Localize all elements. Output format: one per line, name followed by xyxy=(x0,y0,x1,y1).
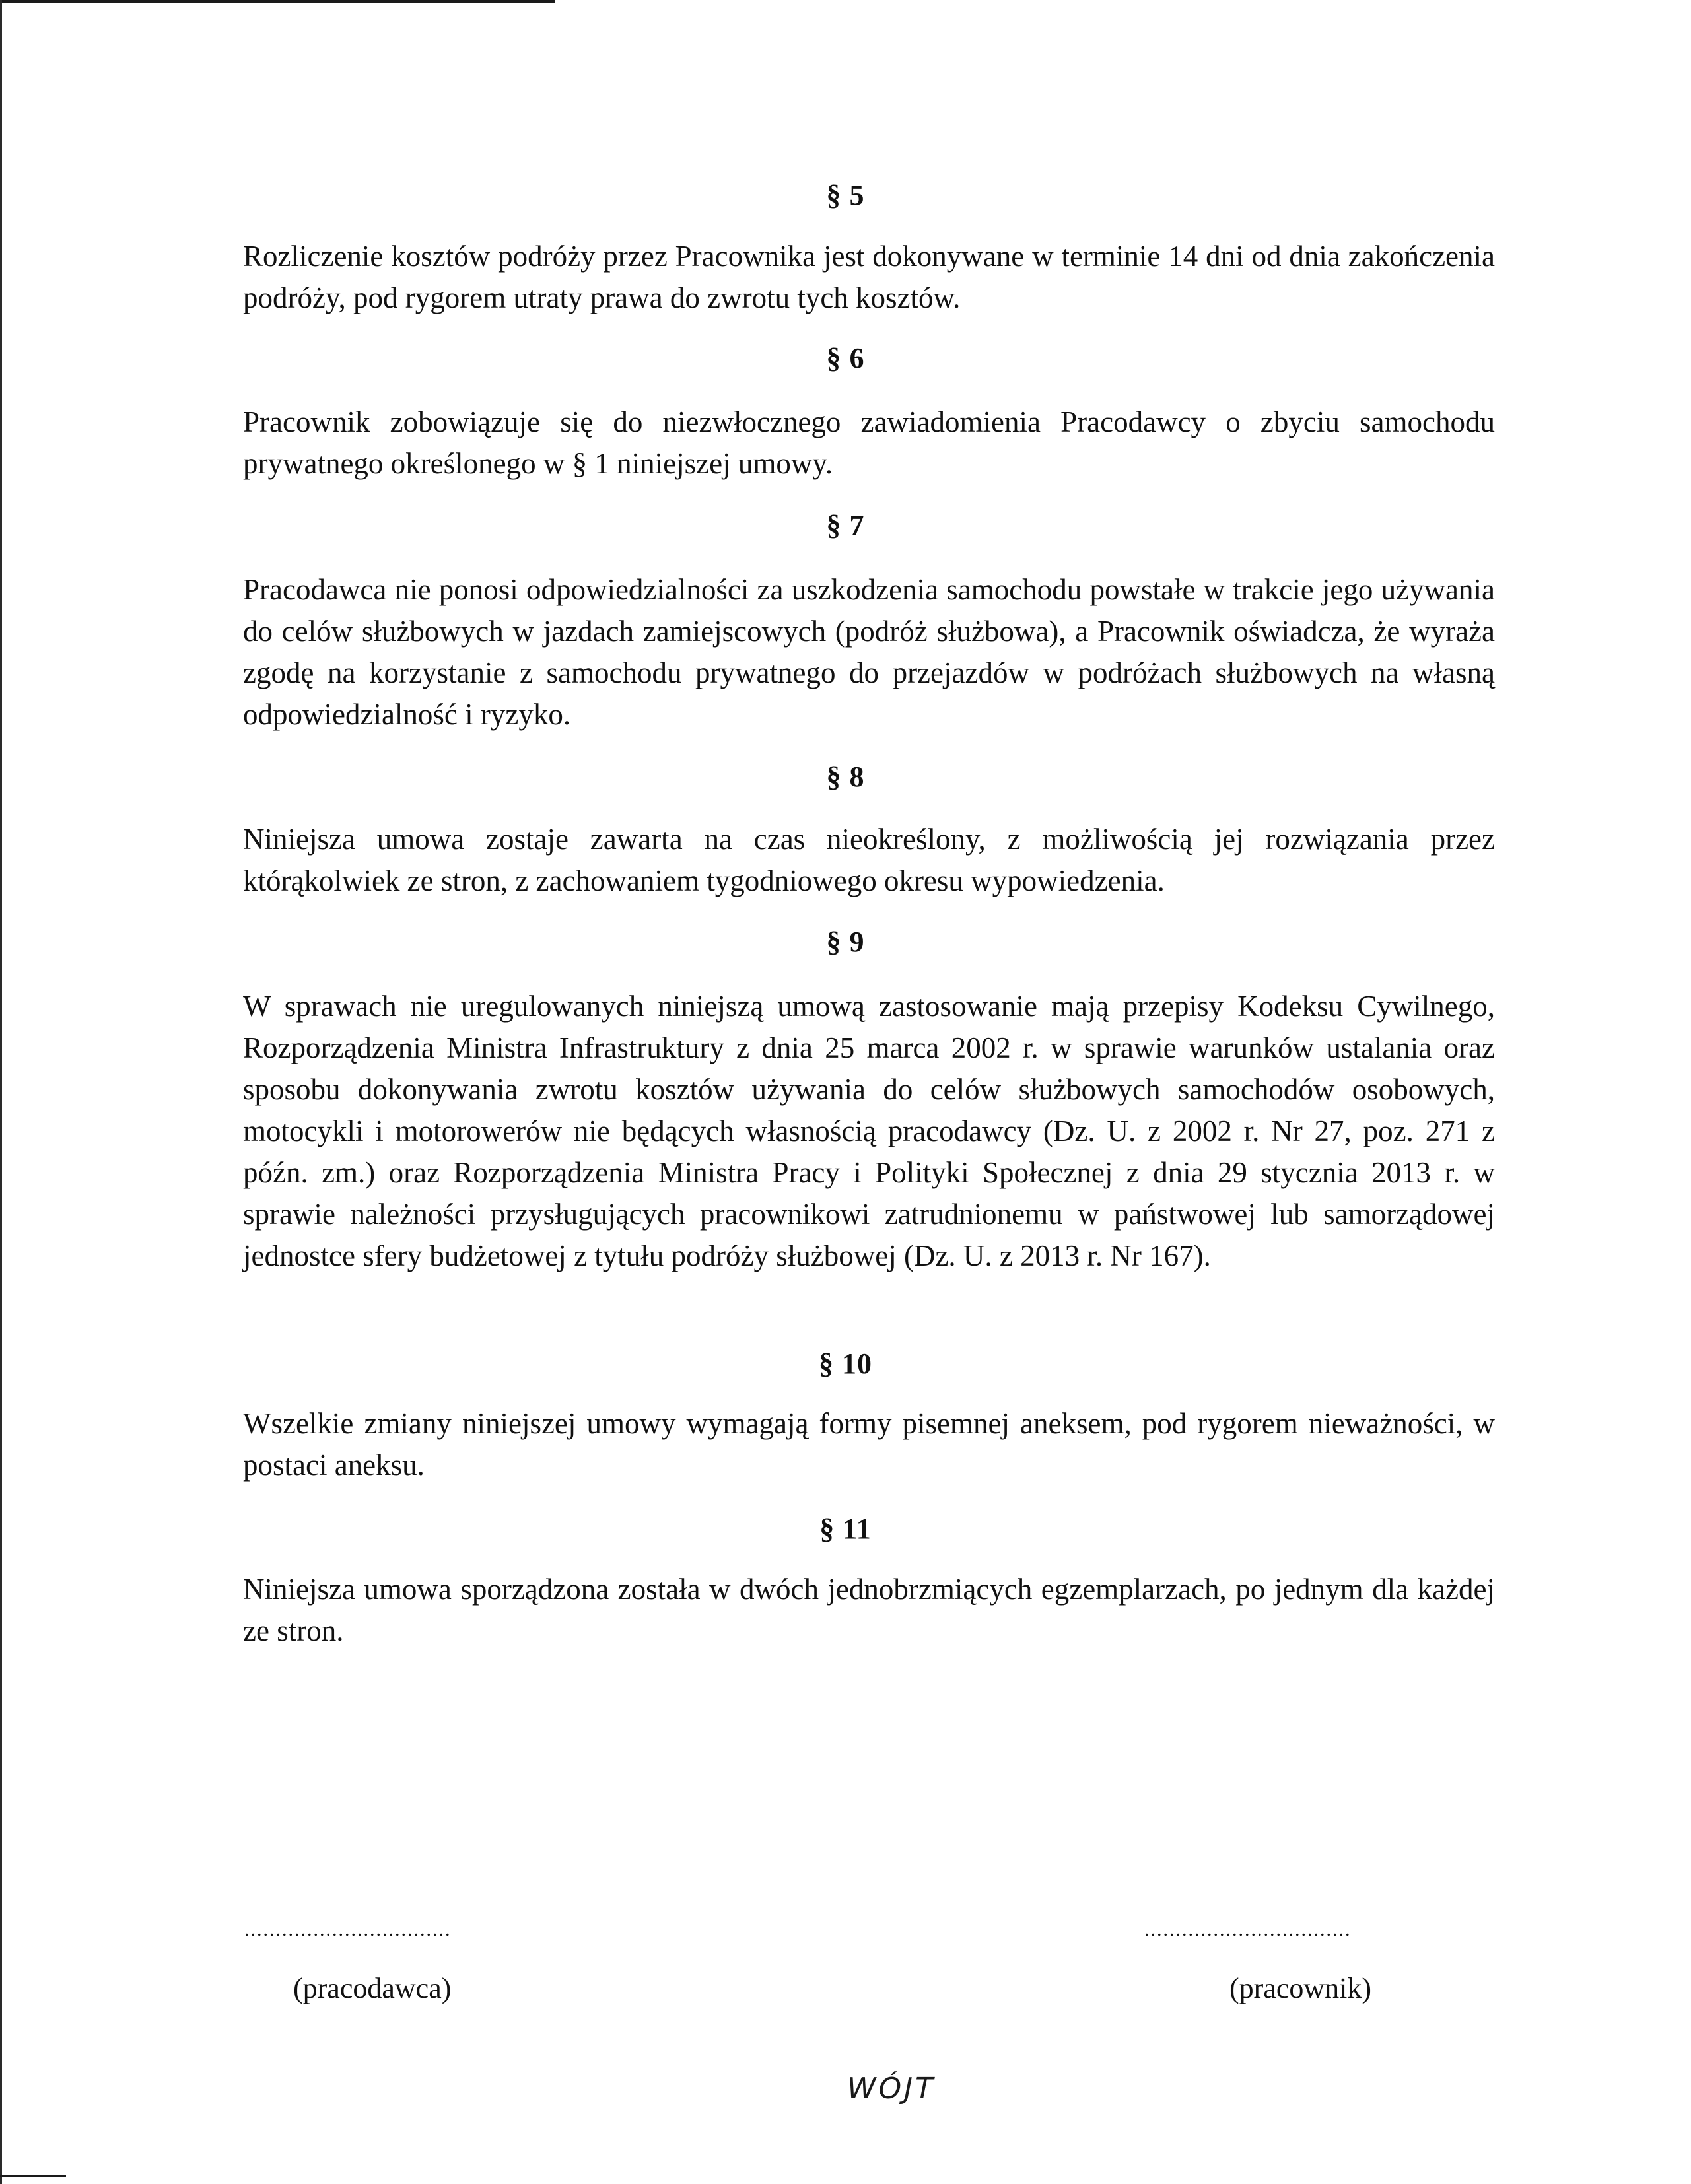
section-heading-5: § 5 xyxy=(826,179,865,211)
section-text-9: W sprawach nie uregulowanych niniejszą umową zastosowanie mają przepisy Kodeksu Cywilnego, Rozporządzenia Ministra Infrastruktury z dnia 25 marca 2002 r. w sprawie warunków ustalania oraz sposobu dokonywania zwrotu kosztów używania do celów służbowych samochodów osobowych, motocykli i motorowerów nie będących własnością pracodawcy (Dz. U. z 2002 r. Nr 27, poz. 271 z późn. zm.) oraz Rozporządzenia Ministra Pracy i Polityki Społecznej z dnia 29 stycznia 2013 r. w sprawie należności przysługujących pracownikowi zatrudnionemu w państwowej lub samorządowej jednostce sfery budżetowej z tytułu podróży służbowej (Dz. U. z 2013 r. Nr 167). xyxy=(243,990,1495,1272)
employee-signature-line: ................................. xyxy=(1144,1919,1352,1940)
section-text-10: Wszelkie zmiany niniejszej umowy wymagają formy pisemnej aneksem, pod rygorem nieważności, w postaci aneksu. xyxy=(243,1407,1495,1482)
scan-border-bottom xyxy=(0,2175,66,2177)
section-heading-6: § 6 xyxy=(826,342,865,374)
section-text-11: Niniejsza umowa sporządzona została w dwóch jednobrzmiących egzemplarzach, po jednym dla każdej ze stron. xyxy=(243,1573,1495,1647)
employer-signature-line: ................................. xyxy=(244,1919,452,1940)
section-heading-10: § 10 xyxy=(819,1348,872,1380)
section-heading-9: § 9 xyxy=(826,926,865,958)
scan-border-top xyxy=(0,0,555,3)
stamp-text: WÓJT xyxy=(847,2072,936,2105)
section-text-7: Pracodawca nie ponosi odpowiedzialności za uszkodzenia samochodu powstałe w trakcie jego używania do celów służbowych w jazdach zamiejscowych (podróż służbowa), a Pracownik oświadcza, że wyraża zgodę na korzystanie z samochodu prywatnego do przejazdów w podróżach służbowych na własną odpowiedzialność i ryzyko. xyxy=(243,573,1495,731)
section-text-5: Rozliczenie kosztów podróży przez Pracownika jest dokonywane w terminie 14 dni od dnia zakończenia podróży, pod rygorem utraty prawa do zwrotu tych kosztów. xyxy=(243,240,1495,314)
employee-signature-label: (pracownik) xyxy=(1229,1972,1372,2004)
section-heading-11: § 11 xyxy=(819,1513,872,1545)
section-heading-7: § 7 xyxy=(826,509,865,541)
section-text-6: Pracownik zobowiązuje się do niezwłocznego zawiadomienia Pracodawcy o zbyciu samochodu prywatnego określonego w § 1 niniejszej umowy. xyxy=(243,405,1495,480)
employer-signature-label: (pracodawca) xyxy=(293,1972,452,2004)
scan-border-left xyxy=(0,0,2,2184)
section-heading-8: § 8 xyxy=(826,761,865,793)
section-text-8: Niniejsza umowa zostaje zawarta na czas nieokreślony, z możliwością jej rozwiązania przez którąkolwiek ze stron, z zachowaniem tygodniowego okresu wypowiedzenia. xyxy=(243,823,1495,897)
